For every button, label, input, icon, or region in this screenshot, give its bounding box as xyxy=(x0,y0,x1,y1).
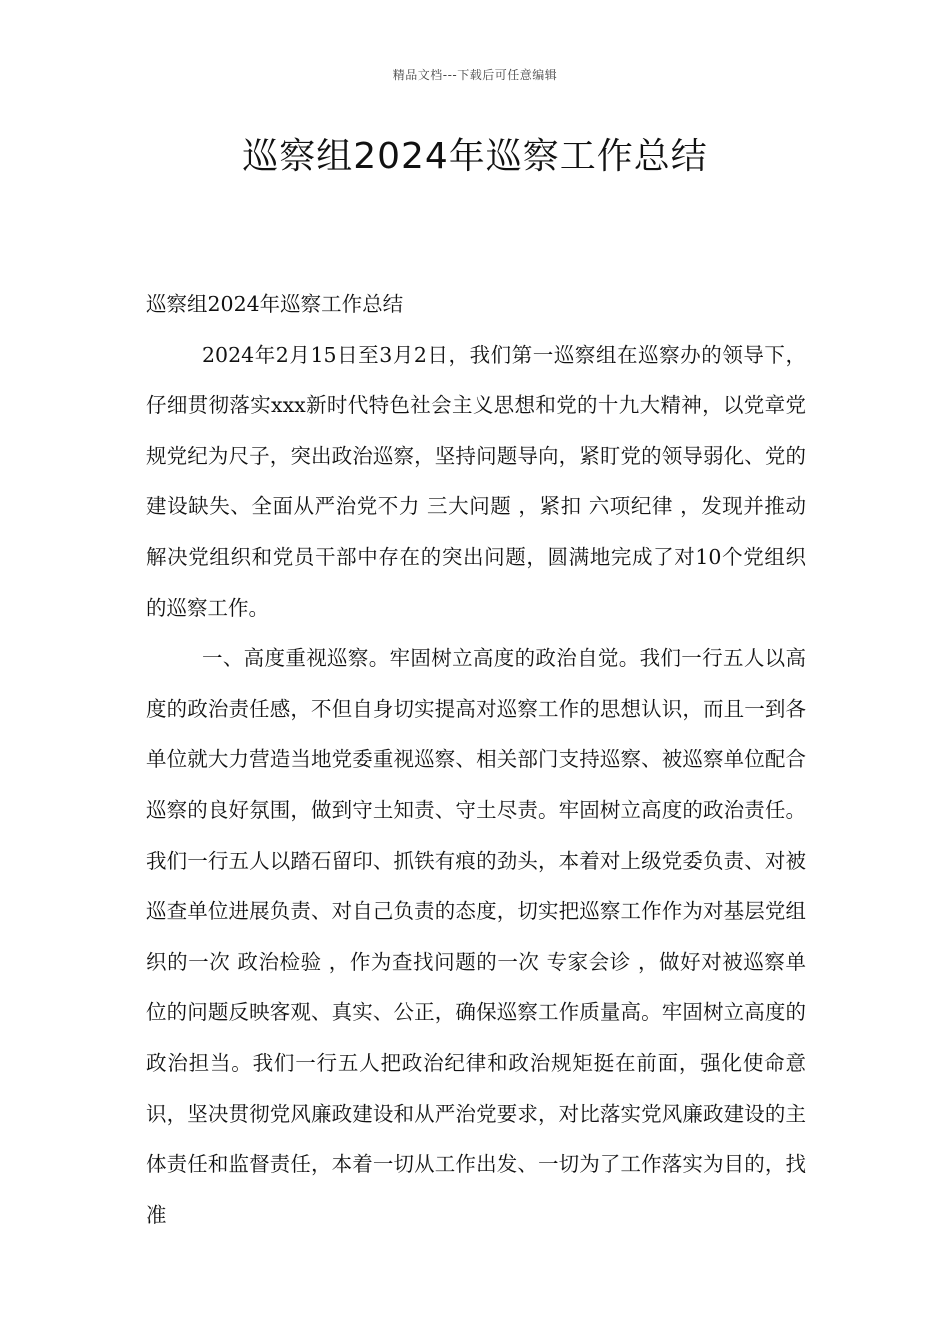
document-body xyxy=(146,279,806,1240)
header-note: 精品文档---下载后可任意编辑 xyxy=(392,68,558,82)
document-title: 巡察组2024年巡察工作总结 xyxy=(242,136,708,177)
paragraph-section-one: 一、高度重视巡察。牢固树立高度的政治自觉。我们一行五人以高度的政治责任感，不但自身切实提高对巡察工作的思想认识，而且一到各单位就大力营造当地党委重视巡察、相关部门支持巡察、被巡察单位配合巡察的良好氛围，做到守土知责、守土尽责。牢固树立高度的政治责任。我们一行五人以踏石留印、抓铁有痕的劲头，本着对上级党委负责、对被巡查单位进展负责、对自己负责的态度，切实把巡察工作作为对基层党组织的一次 政治检验 ，作为查找问题的一次 专家会诊 ，做好对被巡察单位的问题反映客观、真实、公正，确保巡察工作质量高。牢固树立高度的政治担当。我们一行五人把政治纪律和政治规矩挺在前面，强化使命意识，坚决贯彻党风廉政建设和从严治党要求，对比落实党风廉政建设的主体责任和监督责任，本着一切从工作出发、一切为了工作落实为目的，找准 xyxy=(146,646,806,1227)
document-subtitle: 巡察组2024年巡察工作总结 xyxy=(146,292,404,316)
paragraph-intro: 2024年2月15日至3月2日，我们第一巡察组在巡察办的领导下，仔细贯彻落实xxx新时代特色社会主义思想和党的十九大精神，以党章党规党纪为尺子，突出政治巡察，坚持问题导向，紧盯党的领导弱化、党的建设缺失、全面从严治党不力 三大问题 ，紧扣 六项纪律 ，发现并推动解决党组织和党员干部中存在的突出问题，圆满地完成了对10个党组织的巡察工作。 xyxy=(146,342,806,620)
